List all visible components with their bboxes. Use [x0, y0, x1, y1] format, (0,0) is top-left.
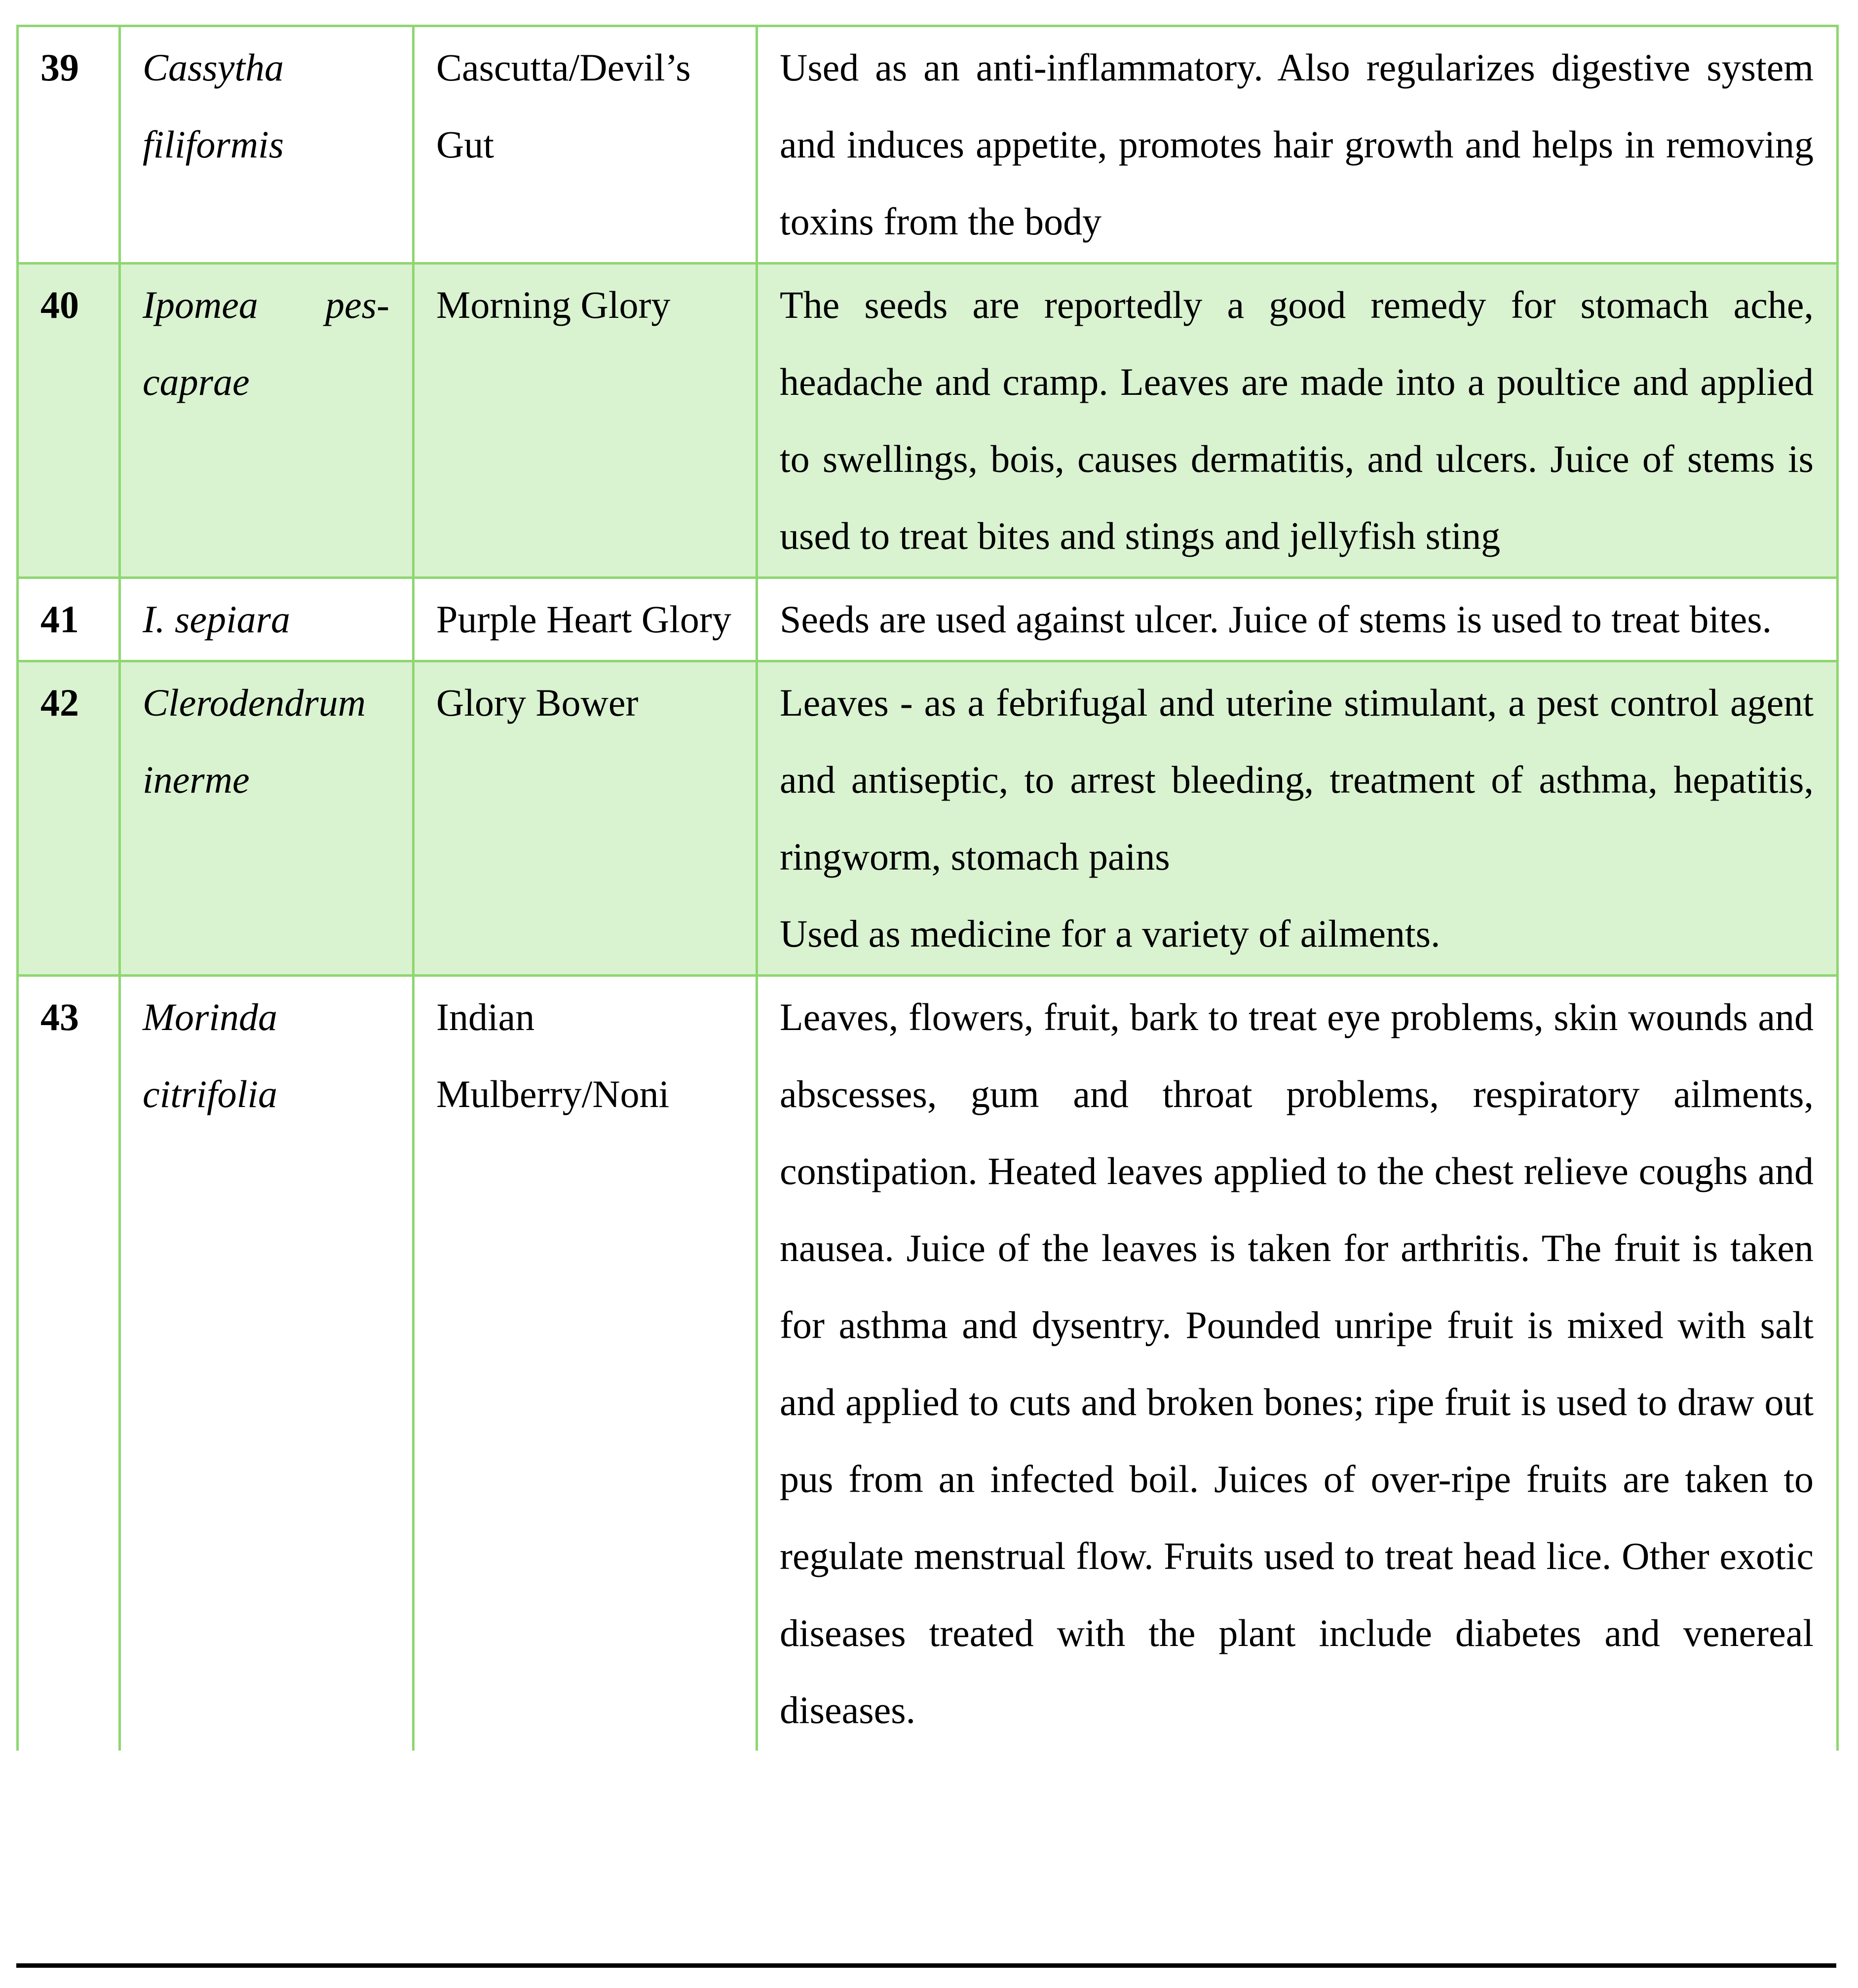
row-number: 40 — [18, 264, 120, 578]
scientific-name: Cassytha filiformis — [120, 26, 414, 264]
scientific-name: Clerodendrum inerme — [120, 661, 414, 976]
scientific-name: I. sepiara — [120, 578, 414, 661]
table-row — [18, 976, 1838, 1751]
medicinal-uses — [757, 264, 1838, 578]
common-name: Cascutta/Devil’s Gut — [414, 26, 757, 264]
row-number: 42 — [18, 661, 120, 976]
scientific-name: Ipomea pes-caprae — [120, 264, 414, 578]
uses-paragraph: Used as medicine for a variety of ailments. — [780, 912, 1441, 955]
medicinal-plants-table — [16, 25, 1839, 1751]
common-name: Indian Mulberry/Noni — [414, 976, 757, 1751]
uses-paragraph: Leaves - as a febrifugal and uterine stimulant, a pest control agent and antiseptic, to arrest bleeding, treatment of asthma, hepatitis, ringworm, stomach pains — [780, 681, 1814, 878]
table-row — [18, 264, 1838, 578]
row-number: 43 — [18, 976, 120, 1751]
medicinal-uses — [757, 578, 1838, 661]
medicinal-uses — [757, 661, 1838, 976]
medicinal-uses — [757, 26, 1838, 264]
scientific-name: Morinda citrifolia — [120, 976, 414, 1751]
table-row — [18, 578, 1838, 661]
common-name: Morning Glory — [414, 264, 757, 578]
table-bottom-rule — [16, 1963, 1836, 1968]
uses-paragraph: Leaves, flowers, fruit, bark to treat eye problems, skin wounds and abscesses, gum and throat problems, respiratory ailments, constipation. Heated leaves applied to the chest relieve coughs and nausea. Juice of the leaves is taken for arthritis. The fruit is taken for asthma and dysentry. Pounded unripe fruit is mixed with salt and applied to cuts and broken bones; ripe fruit is used to draw out pus from an infected boil. Juices of over-ripe fruits are taken to regulate menstrual flow. Fruits used to treat head lice. Other exotic diseases treated with the plant include diabetes and venereal diseases. — [780, 995, 1814, 1731]
common-name: Glory Bower — [414, 661, 757, 976]
row-number: 39 — [18, 26, 120, 264]
uses-paragraph: Used as an anti-inflammatory. Also regularizes digestive system and induces appetite, promotes hair growth and helps in removing toxins from the body — [780, 46, 1814, 243]
uses-paragraph: Seeds are used against ulcer. Juice of stems is used to treat bites. — [780, 598, 1772, 641]
medicinal-plants-table-container — [16, 25, 1836, 1751]
uses-paragraph: The seeds are reportedly a good remedy for stomach ache, headache and cramp. Leaves are made into a poultice and applied to swellings, bois, causes dermatitis, and ulcers. Juice of stems is used to treat bites and stings and jellyfish sting — [780, 283, 1814, 557]
table-row — [18, 26, 1838, 264]
row-number: 41 — [18, 578, 120, 661]
medicinal-uses — [757, 976, 1838, 1751]
table-row — [18, 661, 1838, 976]
common-name: Purple Heart Glory — [414, 578, 757, 661]
